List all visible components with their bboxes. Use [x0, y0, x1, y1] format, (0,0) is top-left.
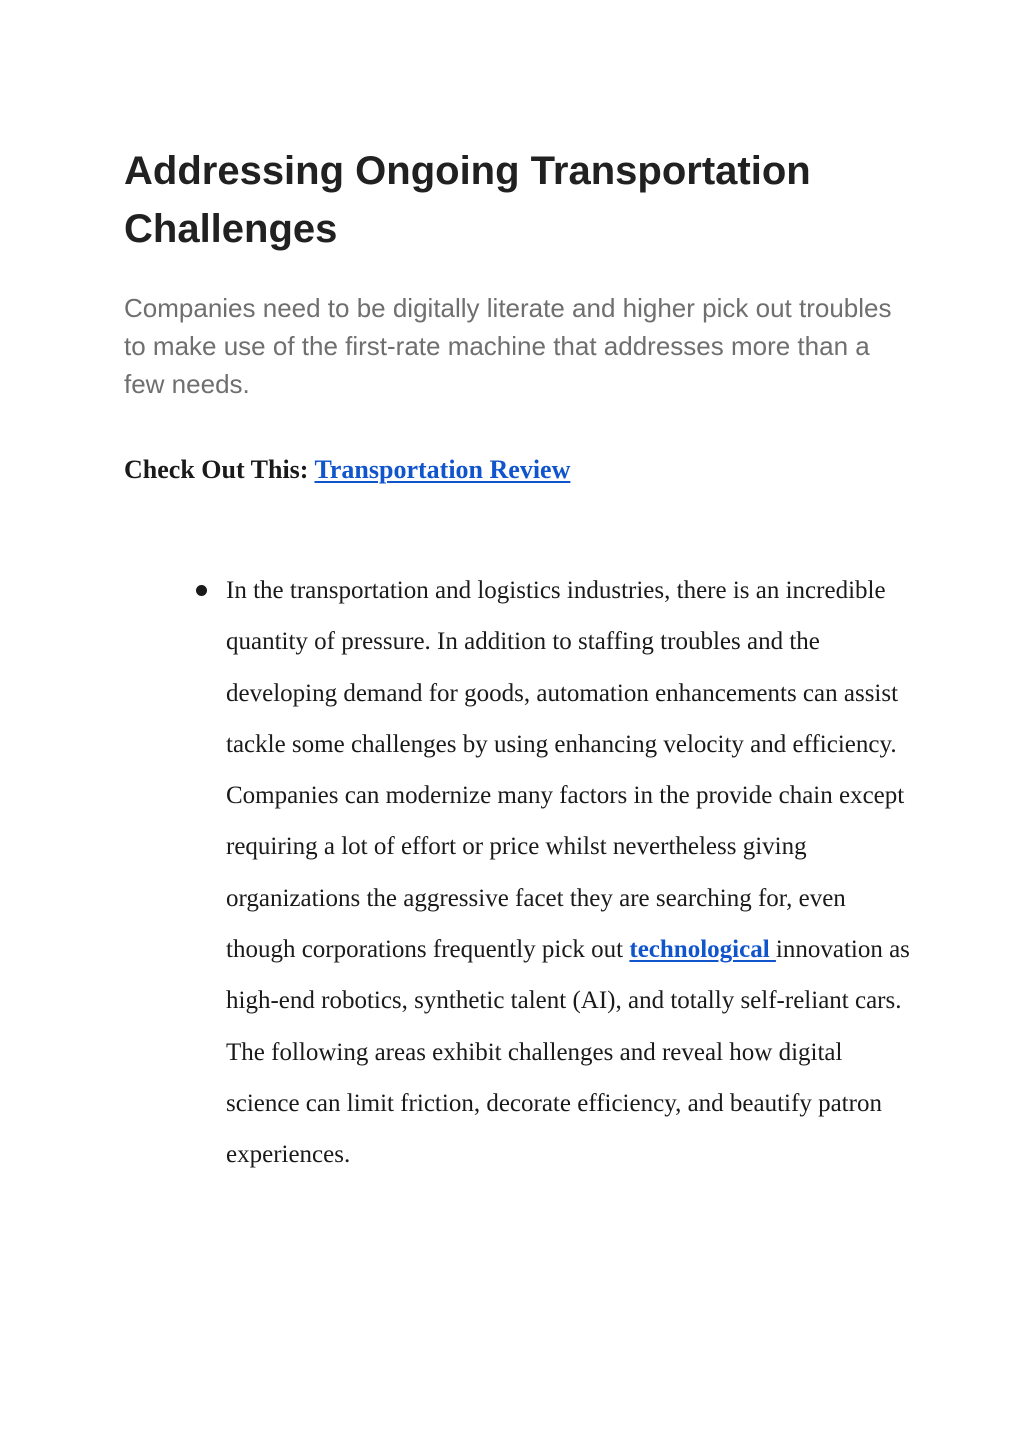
- check-out-label: Check Out This:: [124, 455, 315, 484]
- transportation-review-link[interactable]: Transportation Review: [314, 455, 571, 484]
- bullet-list: [190, 565, 910, 1181]
- intro-paragraph: Companies need to be digitally literate and higher pick out troubles to make use of the first-rate machine that addresses more than a few needs.: [124, 293, 892, 399]
- technological-link[interactable]: technological: [629, 936, 776, 964]
- page-title: Addressing Ongoing Transportation Challenges: [124, 149, 811, 251]
- check-out-line: [124, 452, 924, 488]
- list-item: [190, 565, 910, 1181]
- bullet-text-before-link: In the transportation and logistics industries, there is an incredible quantity of pressure. In addition to staffing troubles and the developing demand for goods, automation enhancements can assist tackle some challenges by using enhancing velocity and efficiency. Companies can modernize many factors in the provide chain except requiring a lot of effort or price whilst nevertheless giving organizations the aggressive facet they are searching for, even though corporations frequently pick out: [226, 577, 905, 964]
- bullet-dot-icon: [196, 585, 207, 596]
- bullet-text-after-link: innovation as high-end robotics, synthetic talent (AI), and totally self-reliant cars. The following areas exhibit challenges and reveal how digital science can limit friction, decorate efficiency, and beautify patron experiences.: [226, 936, 910, 1169]
